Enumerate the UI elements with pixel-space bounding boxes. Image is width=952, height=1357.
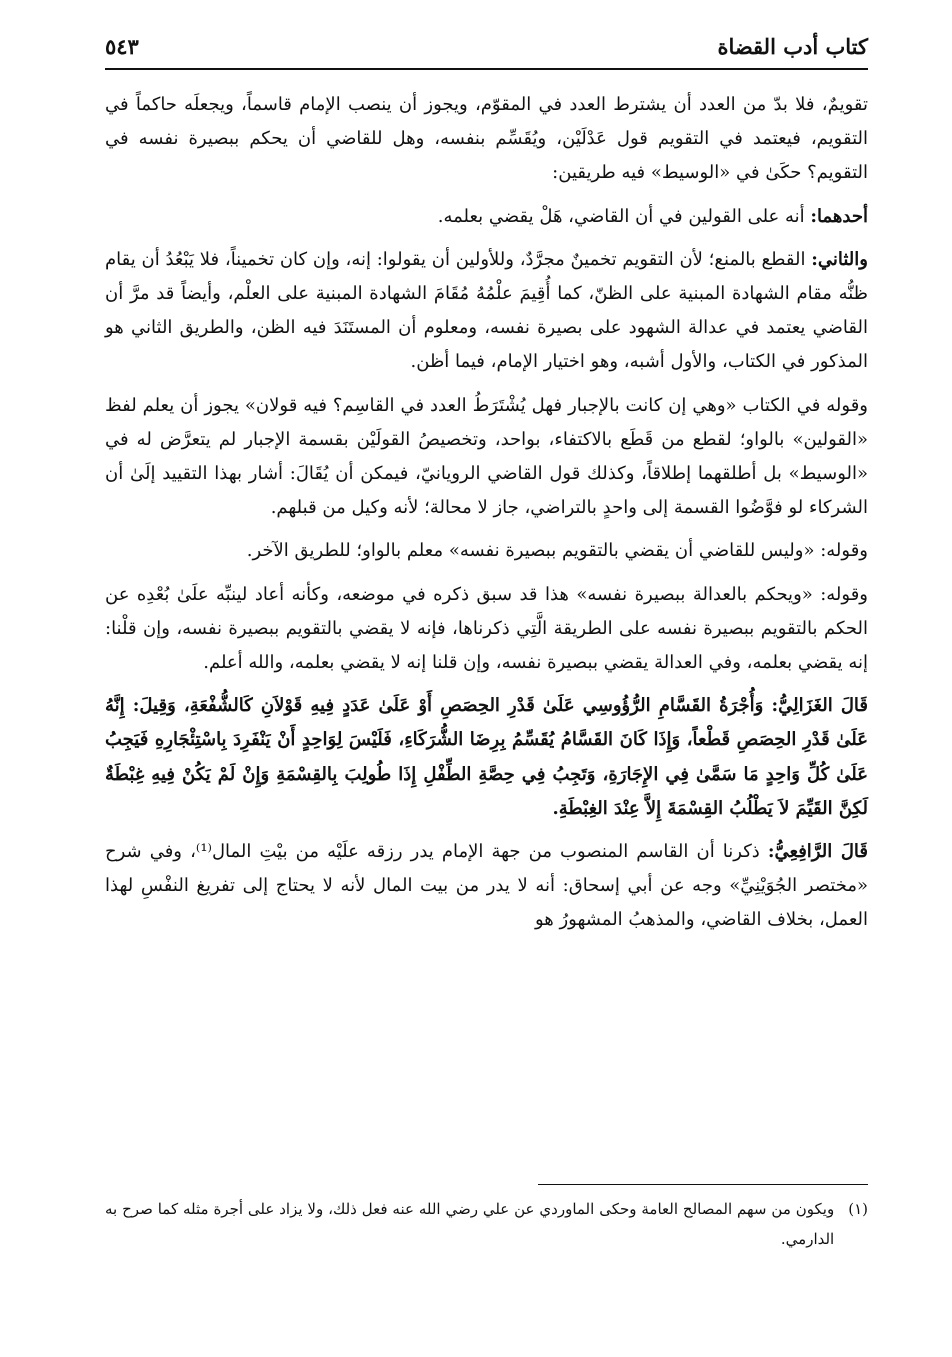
paragraph-lead: قَالَ الغَزَالِيُّ: — [771, 695, 868, 717]
header-divider — [105, 68, 868, 70]
page-number: ٥٤٣ — [105, 33, 139, 59]
paragraph-7 — [105, 689, 868, 826]
footnote-divider — [538, 1184, 868, 1185]
paragraph-6 — [105, 578, 868, 681]
paragraph-8 — [105, 835, 868, 938]
paragraph-2 — [105, 200, 868, 234]
paragraph-4 — [105, 389, 868, 526]
footnote-text: ويكون من سهم المصالح العامة وحكى الماوردي عن علي رضي الله عنه فعل ذلك، ولا يزاد على أجرة مثله كما صرح به الدارمي. — [105, 1200, 835, 1248]
paragraph-lead: أحدهما: — [810, 205, 868, 227]
paragraph-text: وقوله: «وليس للقاضي أن يقضي بالتقويم ببصيرة نفسه» معلم بالواو؛ للطريق الآخر. — [246, 540, 868, 562]
main-text — [105, 88, 868, 947]
paragraph-5 — [105, 534, 868, 568]
paragraph-text: وقوله في الكتاب «وهي إن كانت بالإجبار فهل يُشْتَرَطُ العدد في القاسِم؟ فيه قولان» يجوز أن يعلم لفظ «القولين» بالواو؛ لقطع من قَطَع بالاكتفاء، بواحد، وتخصيصُ القولَيْن بقسمة الإجبار لم يتعرَّض له في «الوسيط» بل أطلقهما إطلاقاً، وكذلك قول القاضي الرويانيّ، فيمكن أن يُقَالَ: أشار بهذا التقييد إلَىٰ أن الشركاء لو فوَّضُوا القسمة إلى واحدٍ بالتراضي، جاز لا محالة؛ لأنه وكيل من قبلهم. — [105, 394, 868, 519]
footnote — [105, 1194, 868, 1254]
paragraph-1 — [105, 88, 868, 191]
paragraph-lead: قَالَ الرَّافِعِيُّ: — [767, 841, 868, 863]
paragraph-text: تقويمٌ، فلا بدّ من العدد أن يشترط العدد في المقوّم، ويجوز أن ينصب الإمام قاسماً، ويجعلَه حاكماً في التقويم، فيعتمد في التقويم قول عَدْلَيْن، ويُقَسِّم بنفسه، وهل للقاضي أن يحكم ببصيرة نفسه في التقويم؟ حكَىٰ في «الوسيط» فيه طريقين: — [105, 94, 868, 184]
footnote-number: (١) — [848, 1200, 868, 1218]
running-header — [105, 26, 868, 66]
paragraph-text: وقوله: «ويحكم بالعدالة ببصيرة نفسه» هذا قد سبق ذكره في موضعه، وكأنه أعاد لينبِّه علَىٰ بُعْدِه عن الحكم بالتقويم ببصيرة نفسه على الطريقة الَّتِي ذكرناها، فإنه لا يقضي بالتقويم ببصيرة نفسه، وإن قلْنا: إنه يقضي بعلمه، وفي العدالة يقضي ببصيرة نفسه، وإن قلنا إنه لا يقضي بعلمه، والله أعلم. — [105, 583, 868, 674]
paragraph-text: ذكرنا أن القاسم المنصوب من جهة الإمام يدر رزقه علَيْه من بيْتِ المال⁽¹⁾، وفي شرح «مختصر الجُوَيْنِيِّ» وجه عن أبي إسحاق: أنه لا يدر من بيت المال لأنه لا يحتاج إلى تفريغ النفْسِ لهذا العمل، بخلاف القاضي، والمذهبُ المشهورُ هو — [105, 841, 868, 931]
paragraph-text: القطع بالمنع؛ لأن التقويم تخمينٌ مجرَّدٌ، وللأولين أن يقولوا: إنه، وإن كان تخميناً، فلا يَبْعُدُ أن يقام ظنُّه مقام الشهادة المبنية على الظنّ، كما أُقِيمَ علْمُهُ مُقَامَ الشهادة المبنية على العلْم، وأيضاً قد مرَّ أن القاضي يعتمد في عدالة الشهود على بصيرة نفسه، ومعلوم أن المستَنَدَ فيه الظن، والطريق الثاني هو المذكور في الكتاب، والأول أشبه، وهو اختيار الإمام، فيما أظن. — [105, 248, 868, 373]
paragraph-text: وَأُجْرَةُ القَسَّامِ الرُّؤُوسِي عَلَىٰ قَدْرِ الحِصَصِ أَوْ عَلَىٰ عَدَدٍ فِيهِ قَوْلاَنِ كَالشُّفْعَةِ، وَقِيلَ: إِنَّهُ عَلَىٰ قَدْرِ الحِصَصِ قَطْعاً، وَإِذَا كَانَ القَسَّامُ يُقَسِّمُ بِرِضَا الشُّرَكَاءِ، فَلَيْسَ لِوَاحِدٍ أَنْ يَنْفَرِدَ بِاسْتِئْجَارِهِ فَيَجِبُ عَلَىٰ كُلِّ وَاحِدٍ مَا سَمَّىٰ فِي الإِجَارَةِ، وَتَجِبُ فِي حِصَّةِ الطِّفْلِ إِذَا طُولِبَ بِالقِسْمَةِ وَإِنْ لَمْ يَكُنْ فِيهِ غِبْطَةٌ لَكِنَّ القَيِّمَ لاَ يَطْلُبُ القِسْمَةَ إِلاَّ عِنْدَ الغِبْطَةِ. — [105, 695, 868, 819]
paragraph-3 — [105, 243, 868, 380]
paragraph-text: أنه على القولين في أن القاضي، هَلْ يقضي بعلمه. — [437, 205, 811, 227]
book-title: كتاب أدب القضاة — [717, 33, 868, 59]
paragraph-lead: والثاني: — [811, 248, 868, 270]
